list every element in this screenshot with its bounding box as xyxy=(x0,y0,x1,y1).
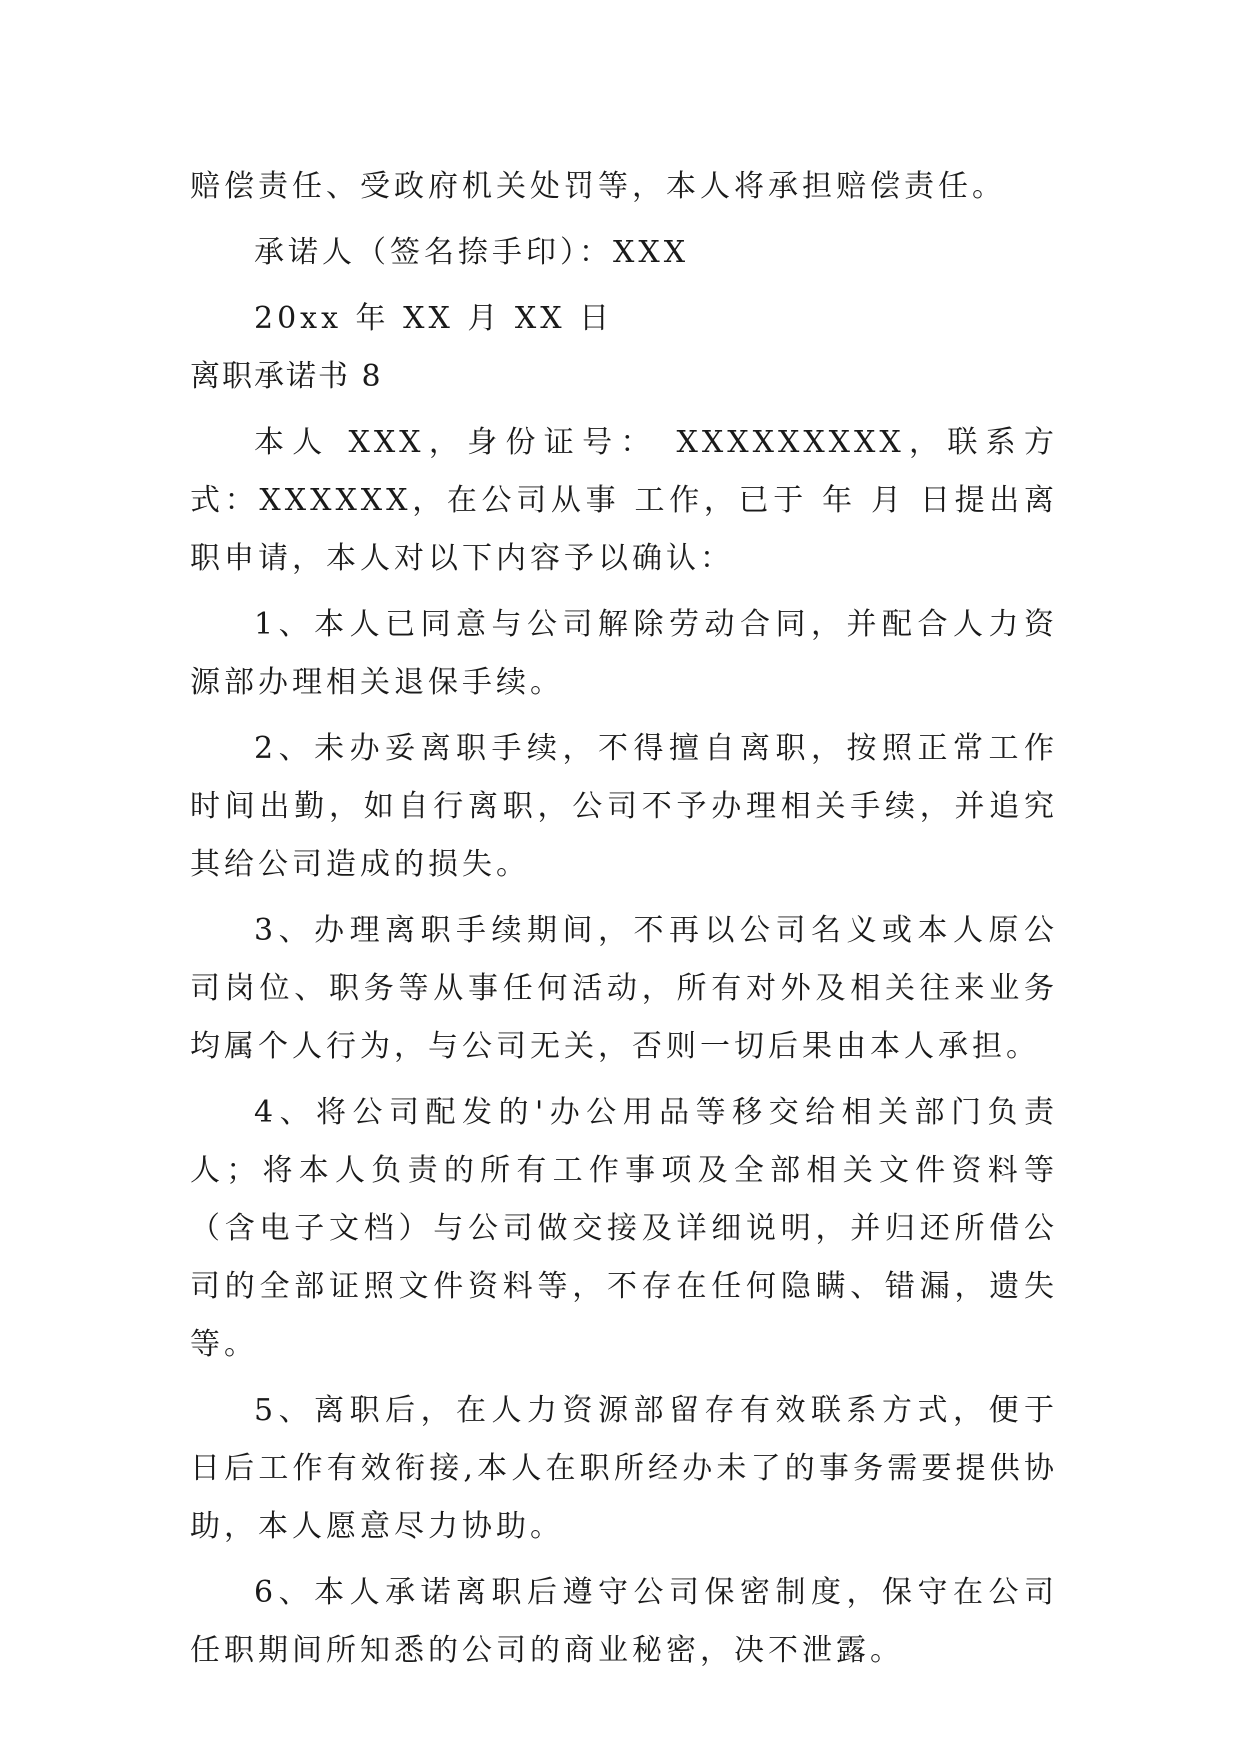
list-item: 1、本人已同意与公司解除劳动合同，并配合人力资源部办理相关退保手续。 xyxy=(190,607,1058,700)
list-item: 3、办理离职手续期间，不再以公司名义或本人原公司岗位、职务等从事任何活动，所有对外及相关往来业务均属个人行为，与公司无关，否则一切后果由本人承担。 xyxy=(190,913,1058,1064)
date-line: 20xx 年 XX 月 XX 日 xyxy=(254,301,614,336)
intro-paragraph: 本人 XXX，身份证号： XXXXXXXXX，联系方式：XXXXXX，在公司从事 工作，已于 年 月 日提出离职申请，本人对以下内容予以确认： xyxy=(190,425,1058,576)
list-item: 6、本人承诺离职后遵守公司保密制度，保守在公司任职期间所知悉的公司的商业秘密，决不泄露。 xyxy=(190,1575,1058,1668)
signature-line: 承诺人（签名捺手印）：XXX xyxy=(254,235,690,270)
section-title: 离职承诺书 8 xyxy=(190,359,383,394)
list-item: 4、将公司配发的'办公用品等移交给相关部门负责人；将本人负责的所有工作事项及全部相关文件资料等（含电子文档）与公司做交接及详细说明，并归还所借公司的全部证照文件资料等，不存在任何隐瞒、错漏，遗失等。 xyxy=(190,1095,1058,1362)
list-item: 5、离职后，在人力资源部留存有效联系方式，便于日后工作有效衔接,本人在职所经办未了的事务需要提供协助，本人愿意尽力协助。 xyxy=(190,1393,1058,1544)
document-body xyxy=(190,158,1058,1680)
carryover-line: 赔偿责任、受政府机关处罚等，本人将承担赔偿责任。 xyxy=(190,169,1006,204)
list-item: 2、未办妥离职手续，不得擅自离职，按照正常工作时间出勤，如自行离职，公司不予办理相关手续，并追究其给公司造成的损失。 xyxy=(190,731,1058,882)
